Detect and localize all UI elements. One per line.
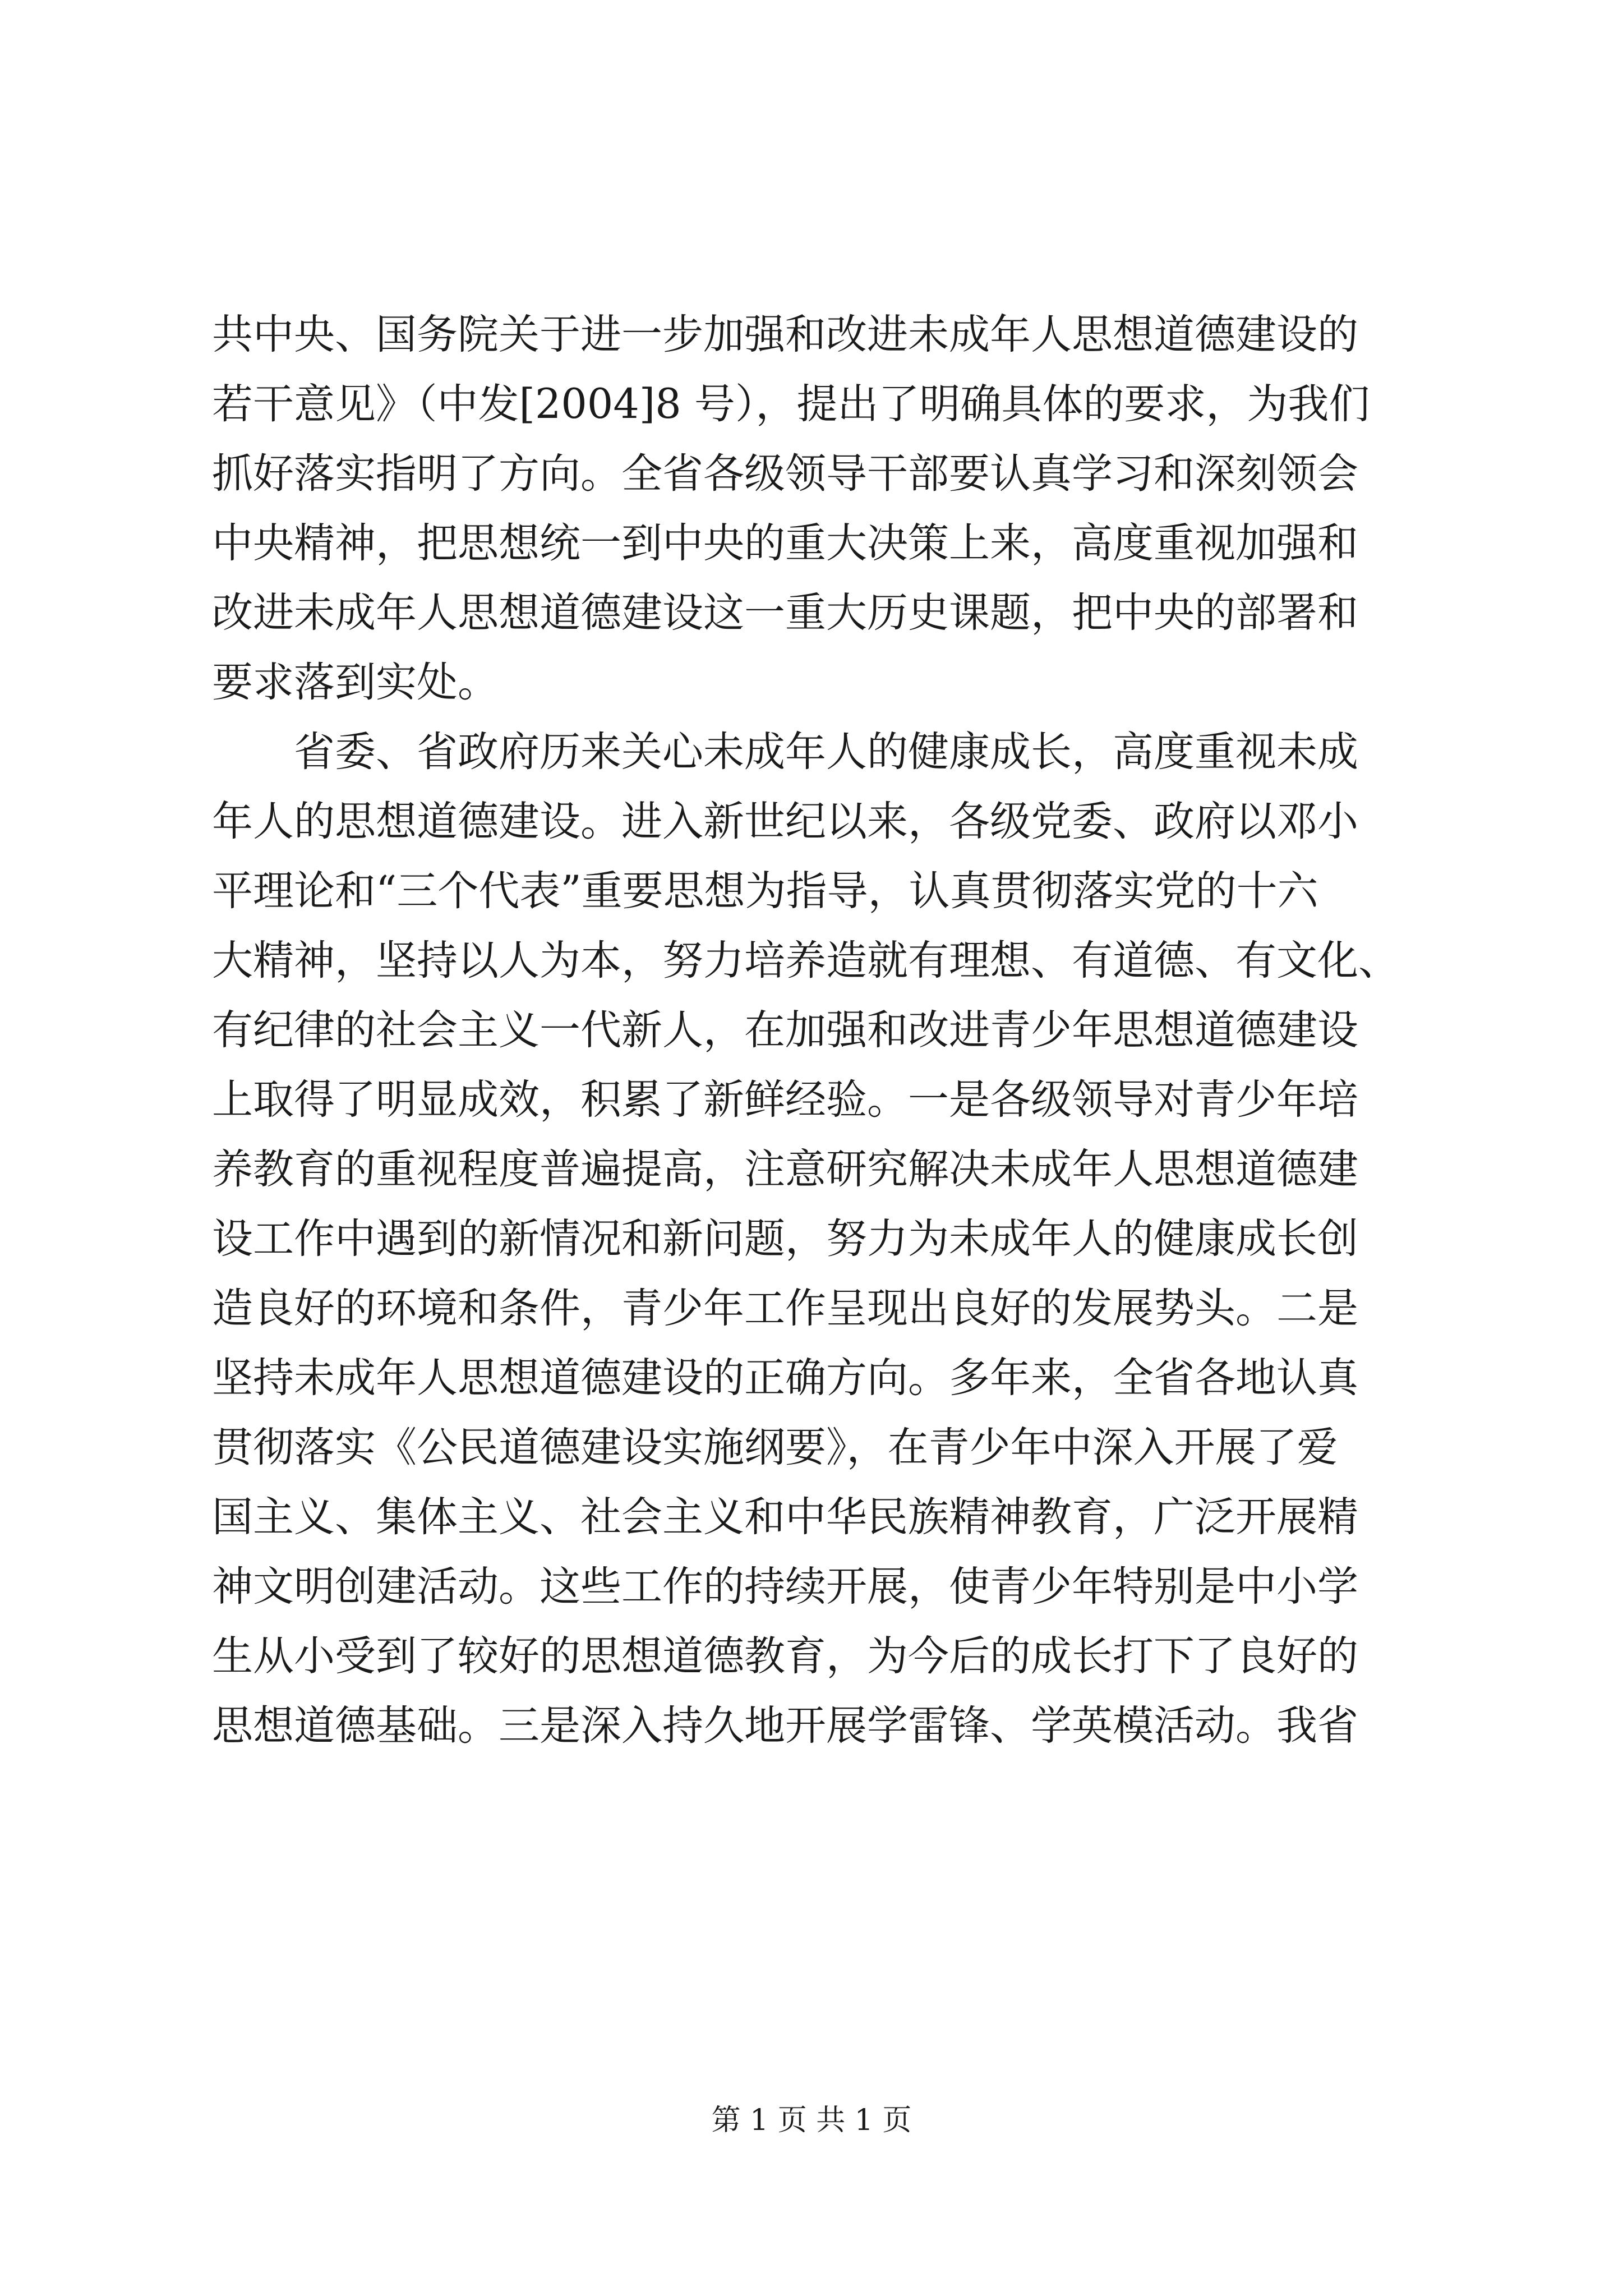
text-line: 抓好落实指明了方向。全省各级领导干部要认真学习和深刻领会 (212, 450, 1358, 498)
text-line: 年人的思想道德建设。进入新世纪以来，各级党委、政府以邓小 (212, 798, 1358, 845)
text-line: 设工作中遇到的新情况和新问题，努力为未成年人的健康成长创 (212, 1215, 1358, 1263)
text-line: 若干意见》（中发[2004]8 号），提出了明确具体的要求，为我们 (212, 380, 1370, 428)
text-line: 坚持未成年人思想道德建设的正确方向。多年来，全省各地认真 (212, 1354, 1358, 1402)
text-line: 造良好的环境和条件，青少年工作呈现出良好的发展势头。二是 (212, 1285, 1358, 1332)
page-footer: 第 1 页 共 1 页 (711, 2104, 912, 2137)
text-line: 共中央、国务院关于进一步加强和改进未成年人思想道德建设的 (212, 311, 1358, 358)
text-line: 贯彻落实《公民道德建设实施纲要》，在青少年中深入开展了爱 (212, 1424, 1338, 1471)
text-line: 改进未成年人思想道德建设这一重大历史课题，把中央的部署和 (212, 589, 1358, 637)
text-line: 省委、省政府历来关心未成年人的健康成长，高度重视未成 (212, 728, 1358, 776)
text-line: 有纪律的社会主义一代新人，在加强和改进青少年思想道德建设 (212, 1006, 1358, 1054)
text-line: 国主义、集体主义、社会主义和中华民族精神教育，广泛开展精 (212, 1493, 1358, 1541)
text-line: 中央精神，把思想统一到中央的重大决策上来，高度重视加强和 (212, 519, 1358, 567)
text-line: 神文明创建活动。这些工作的持续开展，使青少年特别是中小学 (212, 1563, 1358, 1611)
text-line: 上取得了明显成效，积累了新鲜经验。一是各级领导对青少年培 (212, 1076, 1358, 1124)
text-line: 生从小受到了较好的思想道德教育，为今后的成长打下了良好的 (212, 1632, 1358, 1680)
text-line: 养教育的重视程度普遍提高，注意研究解决未成年人思想道德建 (212, 1145, 1358, 1193)
text-line: 要求落到实处。 (212, 659, 499, 706)
text-line: 平理论和“三个代表”重要思想为指导，认真贯彻落实党的十六 (212, 867, 1318, 915)
text-line: 大精神，坚持以人为本，努力培养造就有理想、有道德、有文化、 (212, 937, 1399, 984)
body-text (212, 300, 1418, 1761)
text-line: 思想道德基础。三是深入持久地开展学雷锋、学英模活动。我省 (212, 1702, 1358, 1750)
